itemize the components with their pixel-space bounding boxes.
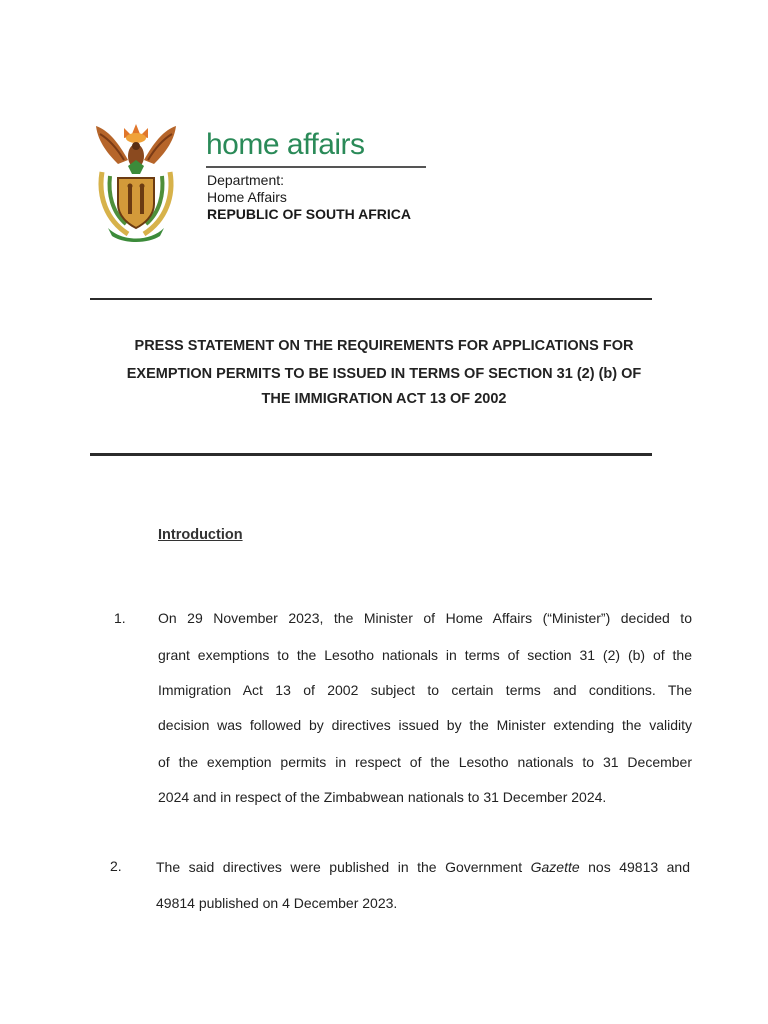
title-rule-top — [90, 298, 652, 300]
department-label: Department: — [207, 172, 285, 188]
paragraph-1-line-2: grant exemptions to the Lesotho nationals in terms of section 31 (2) (b) of the — [158, 647, 692, 663]
paragraph-2-text-before: The said directives were published in the Government — [156, 859, 531, 875]
country-name: REPUBLIC OF SOUTH AFRICA — [207, 206, 412, 222]
paragraph-1-line-4: decision was followed by directives issued by the Minister extending the validity — [158, 717, 692, 733]
gazette-italic: Gazette — [530, 859, 580, 875]
paragraph-1-line-5: of the exemption permits in respect of the Lesotho nationals to 31 December — [158, 754, 692, 770]
department-name: Home Affairs — [207, 189, 287, 205]
document-title-line-2: EXEMPTION PERMITS TO BE ISSUED IN TERMS OF SECTION 31 (2) (b) OF — [126, 366, 642, 382]
coat-of-arms-logo — [88, 116, 184, 244]
paragraph-1-line-3: Immigration Act 13 of 2002 subject to certain terms and conditions. The — [158, 682, 692, 698]
paragraph-1-line-6: 2024 and in respect of the Zimbabwean nationals to 31 December 2024. — [158, 789, 607, 805]
paragraph-2-line-2: 49814 published on 4 December 2023. — [156, 895, 398, 911]
brand-title: home affairs — [206, 128, 365, 161]
document-title-line-3: THE IMMIGRATION ACT 13 OF 2002 — [261, 391, 507, 407]
paragraph-2-line-1 — [156, 858, 690, 876]
brand-underline — [206, 166, 426, 168]
paragraph-1-number: 1. — [114, 610, 126, 626]
paragraph-2-text-after: nos 49813 and — [579, 859, 690, 875]
paragraph-1-line-1: On 29 November 2023, the Minister of Home Affairs (“Minister”) decided to — [158, 610, 692, 626]
document-title-line-1: PRESS STATEMENT ON THE REQUIREMENTS FOR APPLICATIONS FOR — [134, 338, 634, 354]
section-heading-introduction: Introduction — [158, 527, 243, 543]
paragraph-2-number: 2. — [110, 858, 122, 874]
rising-sun-icon — [124, 124, 148, 143]
title-rule-bottom — [90, 453, 652, 456]
